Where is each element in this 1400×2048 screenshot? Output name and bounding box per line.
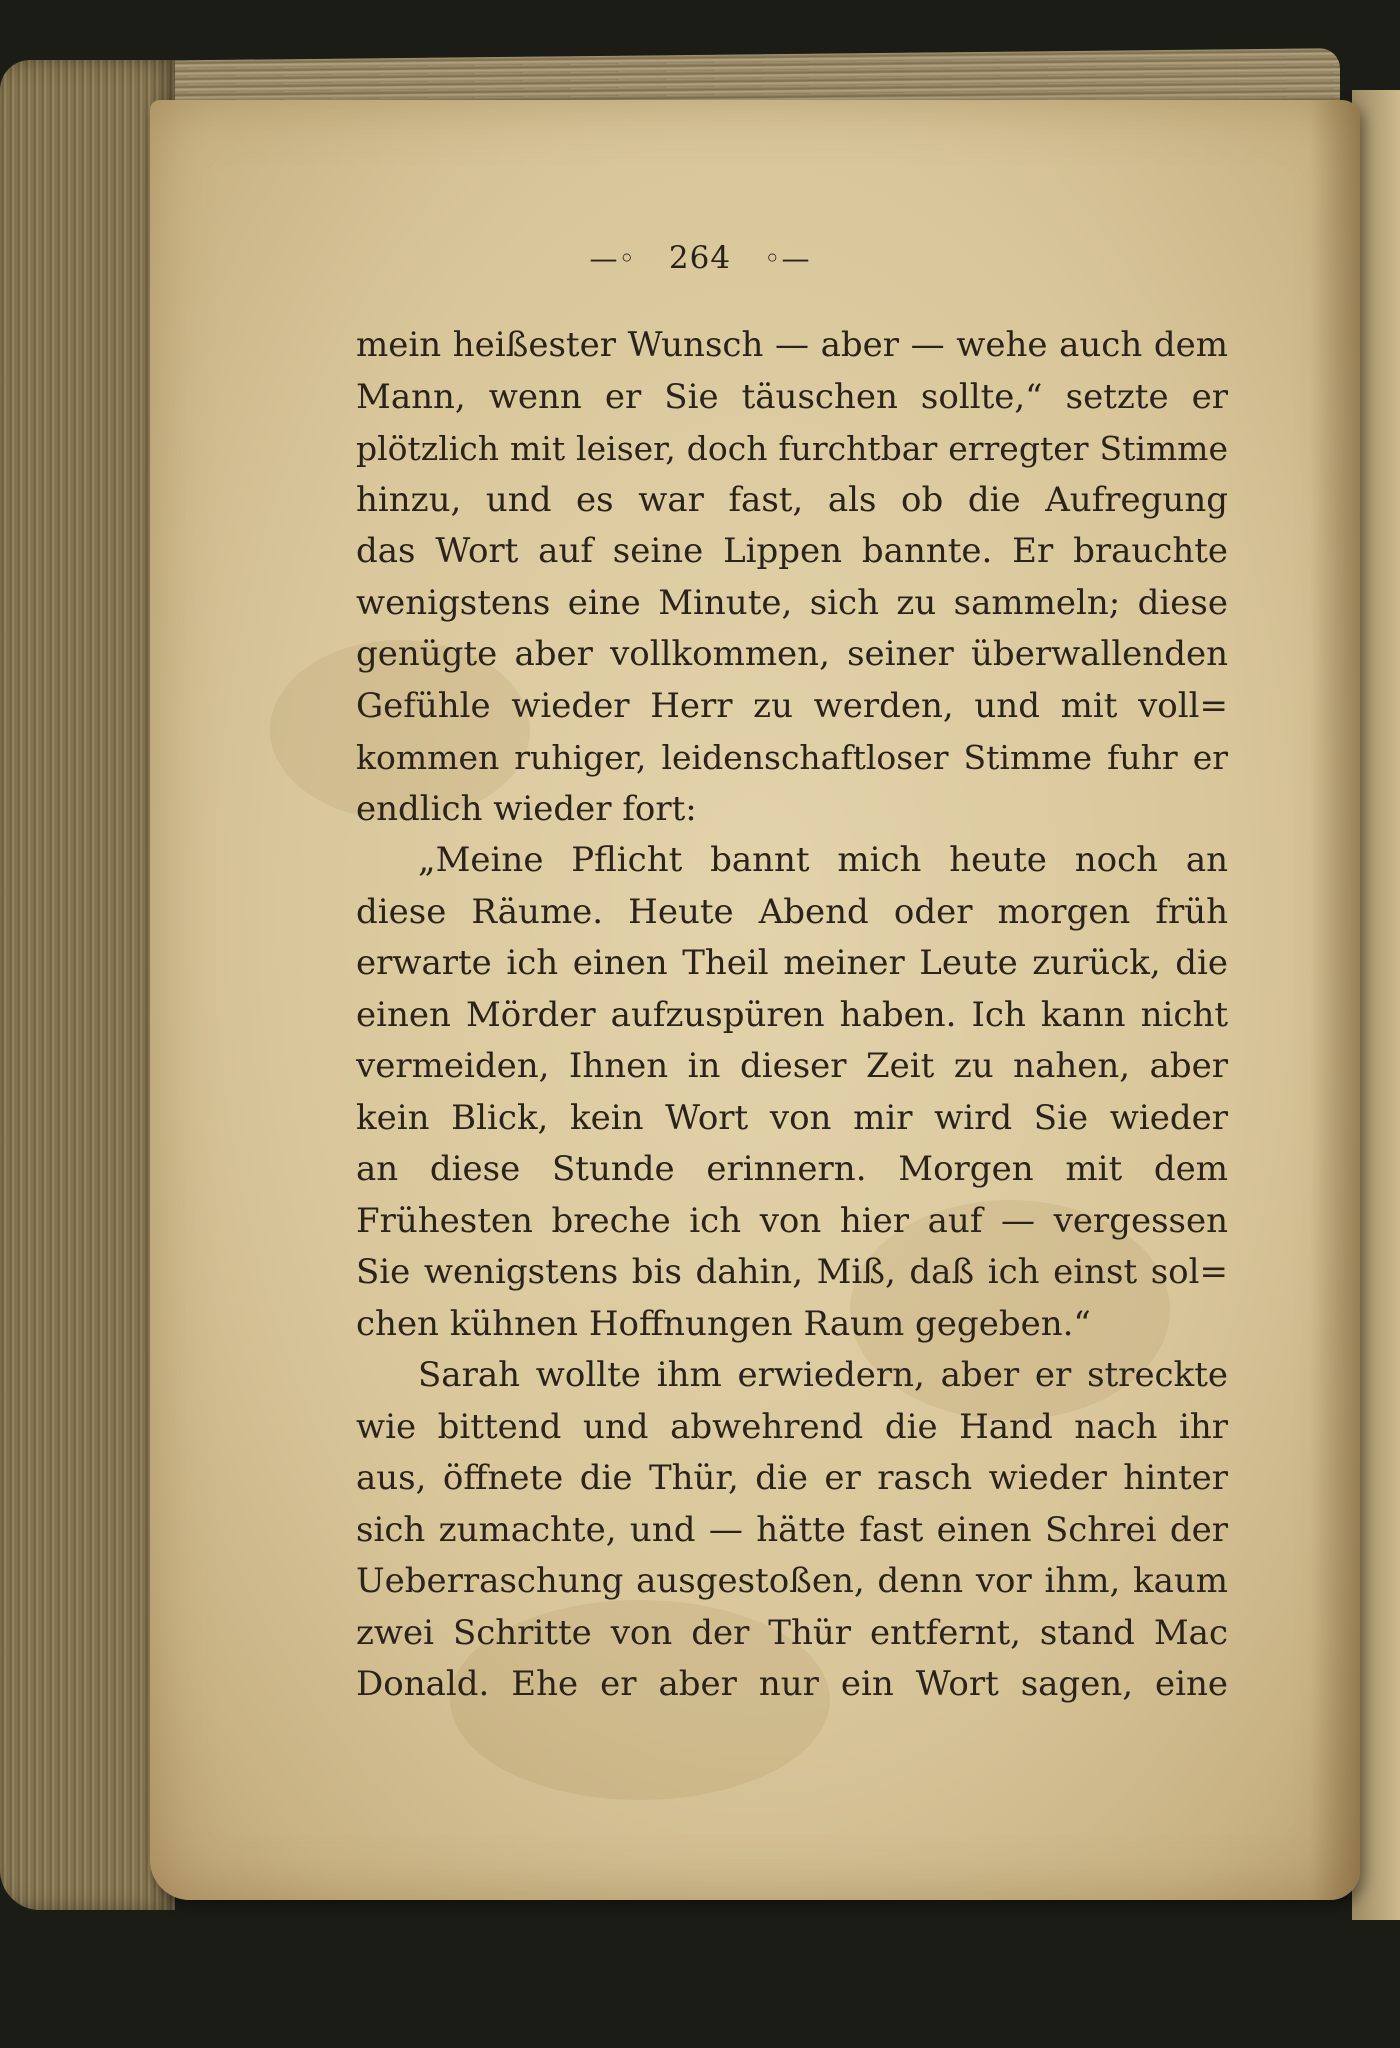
text-line: kommen ruhiger, leidenschaftloser Stimme fuhr er bbox=[356, 738, 1228, 777]
text-line: mein heißester Wunsch — aber — wehe auch dem bbox=[356, 325, 1228, 365]
text-line: diese Räume. Heute Abend oder morgen früh bbox=[356, 891, 1228, 932]
book-page-edges bbox=[0, 60, 175, 1910]
text-line: zwei Schritte von der Thür entfernt, stand Mac bbox=[356, 1612, 1228, 1653]
text-line: Sie wenigstens bis dahin, Miß, daß ich einst sol= bbox=[356, 1252, 1228, 1292]
text-line: Ueberraschung ausgestoßen, denn vor ihm, kaum bbox=[356, 1561, 1228, 1601]
text-line: Frühesten breche ich von hier auf — vergessen bbox=[356, 1200, 1228, 1241]
text-line: wie bittend und abwehrend die Hand nach ihr bbox=[356, 1406, 1228, 1447]
body-text bbox=[356, 320, 1228, 1711]
text-line: plötzlich mit leiser, doch furchtbar erregter Stimme bbox=[356, 429, 1228, 468]
text-line: kein Blick, kein Wort von mir wird Sie wieder bbox=[356, 1097, 1228, 1138]
text-line: erwarte ich einen Theil meiner Leute zurück, die bbox=[356, 943, 1228, 983]
text-line: Donald. Ehe er aber nur ein Wort sagen, eine bbox=[356, 1664, 1228, 1704]
text-line: vermeiden, Ihnen in dieser Zeit zu nahen, aber bbox=[356, 1046, 1228, 1086]
text-line: Mann, wenn er Sie täuschen sollte,“ setzte er bbox=[356, 376, 1228, 417]
page-header bbox=[0, 240, 1400, 276]
page-gutter-shadow bbox=[1310, 100, 1360, 1900]
text-line: genügte aber vollkommen, seiner überwallenden bbox=[356, 634, 1228, 674]
text-line: endlich wieder fort: bbox=[356, 788, 697, 829]
text-line: Sarah wollte ihm erwiedern, aber er streckte bbox=[418, 1355, 1228, 1395]
page-number: 264 bbox=[668, 240, 732, 276]
header-ornament-left: —◦ bbox=[589, 242, 637, 275]
text-line: an diese Stunde erinnern. Morgen mit dem bbox=[356, 1149, 1228, 1189]
text-line: chen kühnen Hoffnungen Raum gegeben.“ bbox=[356, 1303, 1091, 1344]
text-line: das Wort auf seine Lippen bannte. Er brauchte bbox=[356, 531, 1228, 571]
text-line: hinzu, und es war fast, als ob die Aufregung bbox=[356, 479, 1228, 520]
text-line: Gefühle wieder Herr zu werden, und mit voll= bbox=[356, 685, 1228, 726]
text-line: einen Mörder aufzuspüren haben. Ich kann nicht bbox=[356, 994, 1228, 1035]
text-line: sich zumachte, und — hätte fast einen Schrei der bbox=[356, 1509, 1228, 1550]
text-line: wenigstens eine Minute, sich zu sammeln; diese bbox=[356, 582, 1228, 623]
header-ornament-right: ◦— bbox=[763, 242, 811, 275]
text-line: aus, öffnete die Thür, die er rasch wieder hinter bbox=[356, 1458, 1228, 1498]
text-line: „Meine Pflicht bannt mich heute noch an bbox=[418, 840, 1228, 880]
